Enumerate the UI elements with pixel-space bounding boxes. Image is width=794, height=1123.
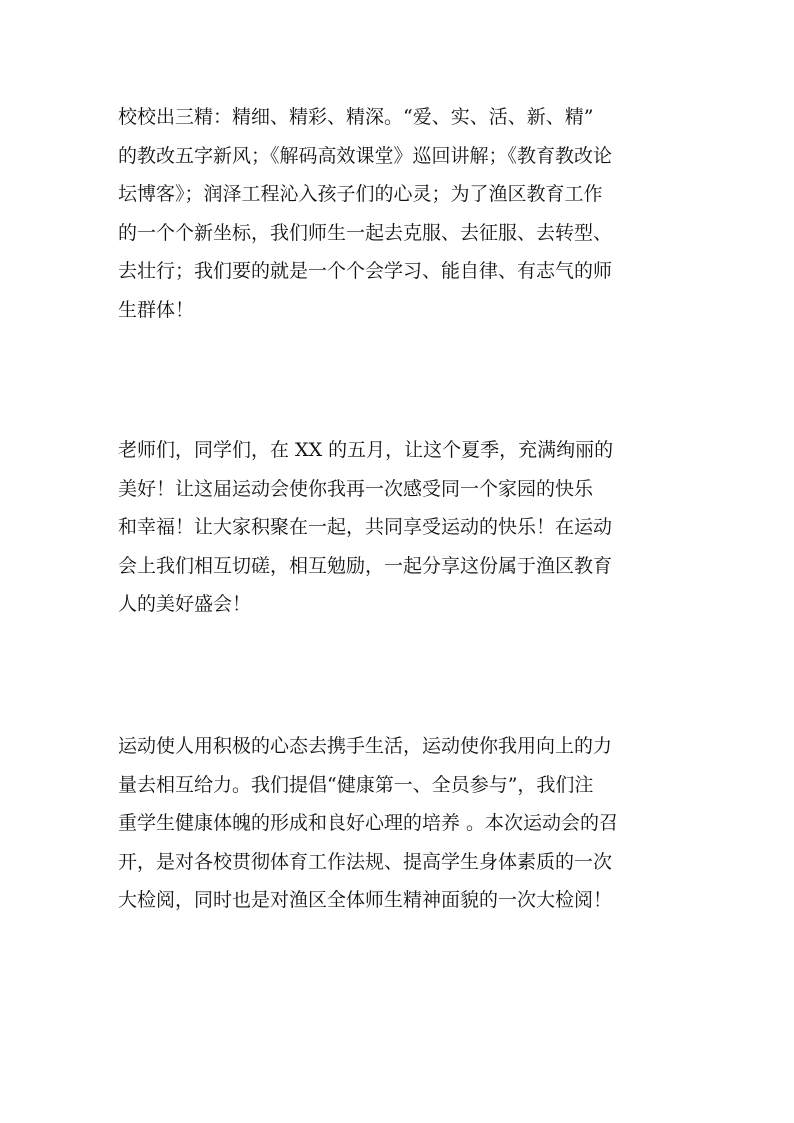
text-line: 开，是对各校贯彻体育工作法规、提高学生身体素质的一次 xyxy=(118,850,613,873)
text-line: 校校出三精：精细、精彩、精深。“爱、实、活、新、精” xyxy=(118,106,594,128)
text-line: 会上我们相互切磋，相互勉励，一起分享这份属于渔区教育 xyxy=(118,554,613,577)
text-line: 老师们，同学们，在 XX 的五月，让这个夏季，充满绚丽的 xyxy=(118,439,614,461)
paragraph-3 xyxy=(118,727,698,920)
text-line: 去壮行；我们要的就是一个个会学习、能自律、有志气的师 xyxy=(118,260,613,282)
text-line: 生群体！ xyxy=(118,298,195,321)
text-line: 运动使人用积极的心态去携手生活，运动使你我用向上的力 xyxy=(118,735,613,757)
paragraph-2 xyxy=(118,431,698,624)
text-line: 大检阅，同时也是对渔区全体师生精神面貌的一次大检阅！ xyxy=(118,889,613,911)
text-line: 美好！让这届运动会使你我再一次感受同一个家园的快乐 xyxy=(118,477,594,500)
text-line: 坛博客》；润泽工程沁入孩子们的心灵；为了渔区教育工作 xyxy=(118,183,603,205)
text-line: 重学生健康体魄的形成和良好心理的培养 。本次运动会的召 xyxy=(118,812,619,834)
text-line: 和幸福！让大家积聚在一起，共同享受运动的快乐！在运动 xyxy=(118,516,613,538)
text-line: 的教改五字新风；《解码高效课堂》巡回讲解；《教育教改论 xyxy=(118,144,613,167)
text-line: 的一个个新坐标，我们师生一起去克服、去征服、去转型、 xyxy=(118,221,613,244)
text-line: 量去相互给力。我们提倡“健康第一、全员参与”，我们注 xyxy=(118,773,594,796)
paragraph-1 xyxy=(118,98,698,329)
text-line: 人的美好盛会！ xyxy=(118,593,252,615)
